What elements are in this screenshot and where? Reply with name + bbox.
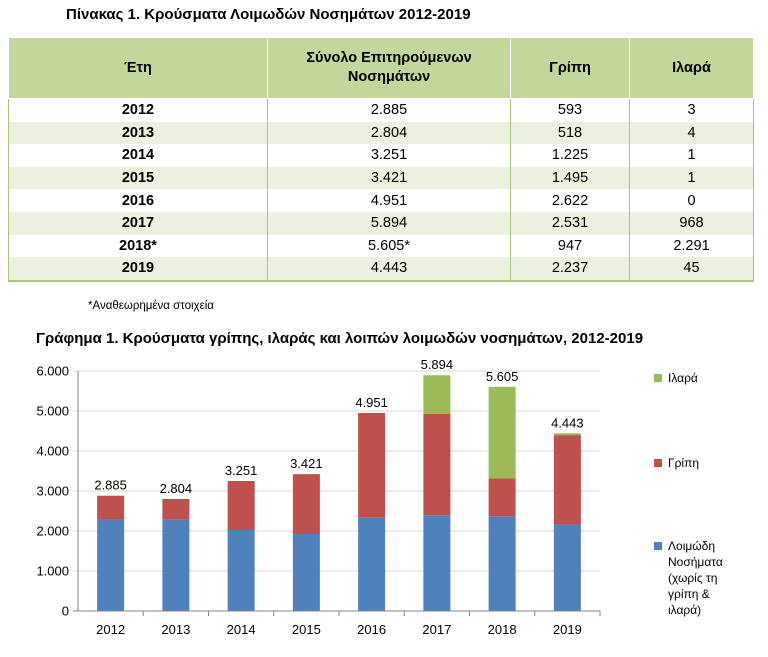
bar-segment-other [293, 534, 320, 611]
bar-segment-other [423, 515, 450, 611]
total-label: 2.885 [94, 477, 127, 493]
table-title: Πίνακας 1. Κρούσματα Λοιμωδών Νοσημάτων 2012-2019 [66, 6, 471, 23]
cell-measles: 968 [630, 212, 754, 235]
y-tick-label: 3.000 [36, 483, 69, 499]
cell-measles: 2.291 [630, 235, 754, 258]
table-footnote: *Αναθεωρημένα στοιχεία [88, 300, 214, 312]
table-row [9, 212, 754, 235]
header-measles: Ιλαρά [630, 38, 754, 99]
x-tick-label: 2015 [291, 622, 321, 637]
cell-measles: 3 [630, 99, 754, 122]
legend-label: Ιλαρά [668, 371, 698, 385]
header-years: Έτη [9, 38, 268, 99]
bar-segment-flu [423, 414, 450, 515]
y-tick-label: 6.000 [36, 363, 69, 379]
x-tick-label: 2018 [487, 622, 517, 637]
cell-flu: 518 [511, 122, 630, 145]
x-tick-label: 2014 [226, 622, 256, 637]
legend-swatch [654, 459, 662, 467]
header-flu: Γρίπη [511, 38, 630, 99]
bar-segment-measles [489, 387, 516, 479]
legend-label: ιλαρά) [668, 603, 702, 617]
cell-year: 2017 [9, 212, 268, 235]
x-tick-label: 2019 [552, 622, 582, 637]
legend [654, 371, 723, 617]
bar-segment-flu [228, 481, 255, 530]
bar-segment-other [489, 516, 516, 611]
x-tick-label: 2016 [357, 622, 387, 637]
legend-label: Γρίπη [668, 456, 700, 470]
bar-segment-flu [162, 499, 189, 520]
cell-total: 3.421 [268, 167, 511, 190]
y-axis [36, 364, 78, 619]
cell-total: 2.885 [268, 99, 511, 122]
chart-title: Γράφημα 1. Κρούσματα γρίπης, ιλαράς και λοιπών λοιμωδών νοσημάτων, 2012-2019 [36, 330, 644, 347]
y-tick-label: 2.000 [36, 523, 69, 539]
cell-flu: 2.237 [511, 257, 630, 281]
cell-total: 4.443 [268, 257, 511, 281]
table-row [9, 99, 754, 122]
cell-total: 2.804 [268, 122, 511, 145]
cell-measles: 45 [630, 257, 754, 281]
cell-flu: 2.622 [511, 189, 630, 212]
cell-flu: 2.531 [511, 212, 630, 235]
table-row [9, 167, 754, 190]
y-tick-label: 0 [61, 603, 69, 619]
bar-segment-flu [293, 474, 320, 534]
y-tick-label: 1.000 [36, 563, 69, 579]
table-row [9, 235, 754, 258]
cell-flu: 1.225 [511, 144, 630, 167]
bar-segment-other [358, 518, 385, 611]
gridlines [73, 368, 600, 571]
bar-segment-other [554, 525, 581, 611]
table-row [9, 122, 754, 145]
cell-year: 2012 [9, 99, 268, 122]
cell-total: 5.605* [268, 235, 511, 258]
header-total: Σύνολο Επιτηρούμενων Νοσημάτων [268, 38, 511, 99]
cell-year: 2019 [9, 257, 268, 281]
cases-table [8, 37, 754, 282]
table-row [9, 257, 754, 281]
table-row [9, 144, 754, 167]
legend-swatch [654, 374, 662, 382]
total-label: 3.251 [224, 462, 258, 478]
cell-measles: 1 [630, 144, 754, 167]
x-tick-label: 2012 [96, 622, 126, 637]
bar-segment-flu [97, 496, 124, 520]
legend-swatch [654, 542, 662, 550]
bar-segment-other [162, 520, 189, 611]
table-row [9, 189, 754, 212]
cell-year: 2016 [9, 189, 268, 212]
total-label: 3.421 [290, 456, 323, 472]
cell-measles: 4 [630, 122, 754, 145]
total-label: 5.605 [485, 368, 519, 384]
cell-total: 4.951 [268, 189, 511, 212]
total-label: 5.894 [420, 357, 454, 373]
cell-measles: 1 [630, 167, 754, 190]
total-label: 4.443 [551, 415, 584, 431]
total-label: 4.951 [355, 394, 388, 410]
bar-segment-measles [554, 433, 581, 435]
legend-label: (χωρίς τη [668, 571, 718, 585]
x-axis [73, 611, 600, 637]
bar-segment-flu [554, 435, 581, 524]
cell-year: 2014 [9, 144, 268, 167]
bar-segment-flu [489, 478, 516, 516]
stacked-bar-chart [0, 355, 768, 655]
total-label: 2.804 [159, 480, 193, 496]
cell-flu: 947 [511, 235, 630, 258]
cell-measles: 0 [630, 189, 754, 212]
bar-segment-measles [423, 375, 450, 414]
bar-segment-other [228, 530, 255, 611]
cell-flu: 593 [511, 99, 630, 122]
cell-flu: 1.495 [511, 167, 630, 190]
x-tick-label: 2017 [422, 622, 452, 637]
legend-label: γρίπη & [668, 587, 710, 601]
table-header-row [9, 38, 754, 99]
bar-segment-other [97, 519, 124, 611]
cell-year: 2015 [9, 167, 268, 190]
y-tick-label: 5.000 [36, 403, 69, 419]
cell-year: 2018* [9, 235, 268, 258]
legend-label: Νοσήματα [668, 555, 723, 569]
cell-year: 2013 [9, 122, 268, 145]
cell-total: 3.251 [268, 144, 511, 167]
y-tick-label: 4.000 [36, 443, 69, 459]
x-tick-label: 2013 [161, 622, 191, 637]
cell-total: 5.894 [268, 212, 511, 235]
legend-label: Λοιμώδη [668, 539, 715, 553]
bar-segment-flu [358, 413, 385, 518]
